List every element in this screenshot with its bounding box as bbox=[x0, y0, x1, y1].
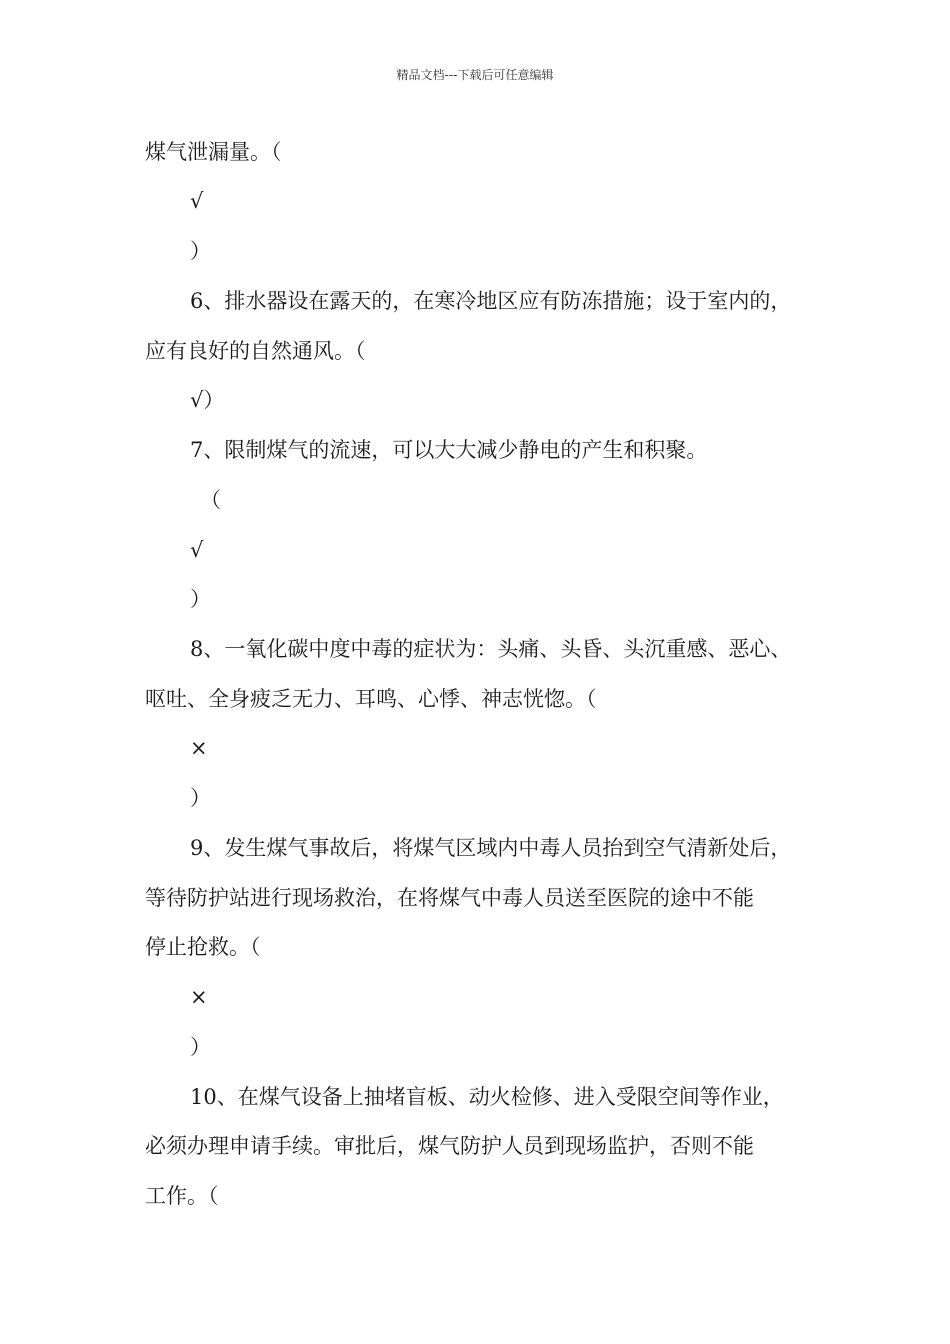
text-line: ） bbox=[190, 1035, 211, 1059]
question-9: 9、发生煤气事故后，将煤气区域内中毒人员抬到空气清新处后， bbox=[190, 836, 792, 860]
question-8: 8、一氧化碳中度中毒的症状为：头痛、头昏、头沉重感、恶心、 bbox=[190, 637, 792, 661]
answer-mark: √） bbox=[190, 388, 225, 412]
page-header: 精品文档---下载后可任意编辑 bbox=[396, 68, 554, 82]
text-line: ） bbox=[190, 239, 211, 263]
text-line: ） bbox=[190, 786, 211, 810]
answer-mark: × bbox=[190, 736, 208, 760]
text-line: 等待防护站进行现场救治，在将煤气中毒人员送至医院的途中不能 bbox=[145, 886, 754, 910]
question-6: 6、排水器设在露天的，在寒冷地区应有防冻措施；设于室内的， bbox=[190, 289, 792, 313]
answer-mark: √ bbox=[190, 189, 204, 213]
text-line: 应有良好的自然通风。（ bbox=[145, 339, 366, 363]
question-7: 7、限制煤气的流速，可以大大减少静电的产生和积聚。 bbox=[190, 438, 708, 462]
text-line: 煤气泄漏量。（ bbox=[145, 140, 282, 164]
text-line: （ bbox=[200, 488, 221, 512]
answer-mark: √ bbox=[190, 538, 204, 562]
text-line: 必须办理申请手续。审批后，煤气防护人员到现场监护，否则不能 bbox=[145, 1134, 754, 1158]
text-line: ） bbox=[190, 587, 211, 611]
text-line: 呕吐、全身疲乏无力、耳鸣、心悸、神志恍惚。（ bbox=[145, 687, 597, 711]
text-line: 工作。（ bbox=[145, 1184, 219, 1208]
text-line: 停止抢救。（ bbox=[145, 935, 261, 959]
answer-mark: × bbox=[190, 985, 208, 1009]
question-10: 10、在煤气设备上抽堵盲板、动火检修、进入受限空间等作业， bbox=[190, 1085, 784, 1109]
